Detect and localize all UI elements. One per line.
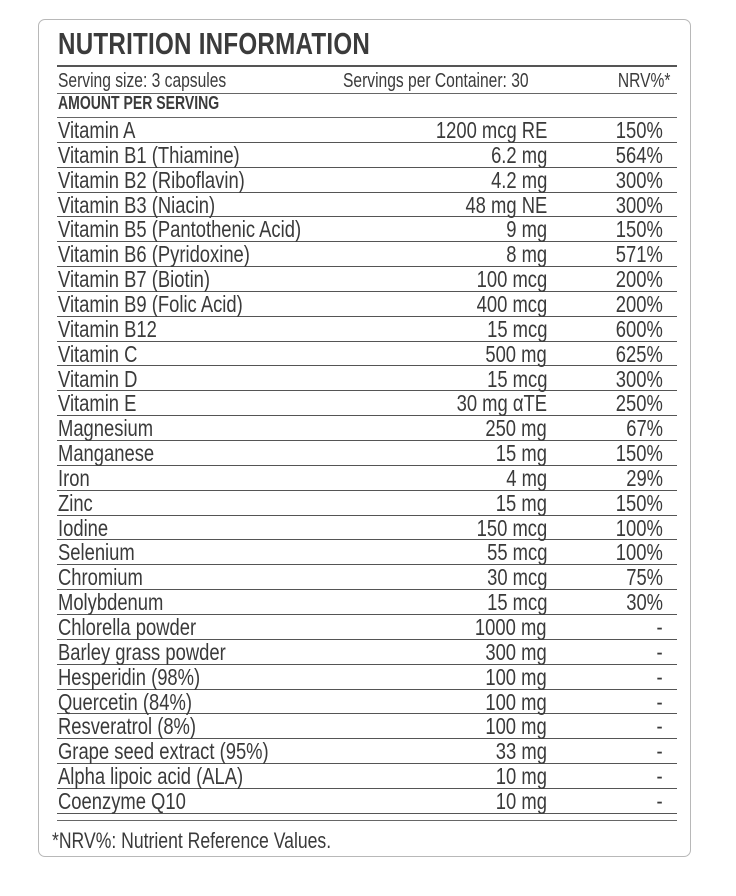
nutrient-nrv: 300% xyxy=(615,365,663,392)
nutrient-name: Zinc xyxy=(58,489,93,516)
nutrient-nrv: 300% xyxy=(615,166,663,193)
table-row xyxy=(57,690,677,715)
table-row xyxy=(57,416,677,441)
table-bottom-rule xyxy=(57,820,677,821)
nutrient-name: Selenium xyxy=(58,539,135,566)
nutrient-name: Quercetin (84%) xyxy=(58,688,192,715)
table-row xyxy=(57,640,677,665)
nutrient-nrv: 250% xyxy=(615,390,663,417)
nutrient-amount: 30 mg αTE xyxy=(456,390,547,417)
nutrient-name: Grape seed extract (95%) xyxy=(58,738,269,765)
table-row xyxy=(57,193,677,218)
nutrient-amount: 10 mg xyxy=(495,787,547,814)
nutrient-amount: 33 mg xyxy=(495,738,547,765)
nutrient-amount: 500 mg xyxy=(485,340,547,367)
table-row xyxy=(57,565,677,590)
nutrient-name: Vitamin B12 xyxy=(58,315,157,342)
table-row xyxy=(57,590,677,615)
table-row xyxy=(57,118,677,143)
table-row xyxy=(57,267,677,292)
table-row xyxy=(57,441,677,466)
footnote: *NRV%: Nutrient Reference Values. xyxy=(52,828,332,853)
nutrient-amount: 48 mg NE xyxy=(465,191,547,218)
nutrient-amount: 100 mg xyxy=(485,713,547,740)
table-row xyxy=(57,217,677,242)
nutrient-nrv: 600% xyxy=(615,315,663,342)
nutrient-name: Alpha lipoic acid (ALA) xyxy=(58,763,244,790)
nutrient-nrv: 30% xyxy=(626,589,663,616)
nutrient-amount: 1000 mg xyxy=(475,614,547,640)
nutrient-name: Hesperidin (98%) xyxy=(58,663,201,690)
table-row xyxy=(57,367,677,392)
nutrient-nrv: 75% xyxy=(626,564,663,591)
nutrient-amount: 15 mcg xyxy=(486,589,547,616)
nutrient-nrv: 571% xyxy=(615,241,663,268)
nutrient-nrv: 150% xyxy=(615,117,663,143)
nutrient-name: Vitamin B6 (Pyridoxine) xyxy=(58,241,250,268)
table-row xyxy=(57,714,677,739)
nutrient-nrv: - xyxy=(656,787,663,814)
nutrient-name: Barley grass powder xyxy=(58,638,226,665)
nutrient-name: Vitamin D xyxy=(58,365,138,392)
nutrient-name: Vitamin B7 (Biotin) xyxy=(58,266,211,293)
nutrient-amount: 10 mg xyxy=(495,763,547,790)
table-row xyxy=(57,764,677,789)
table-row xyxy=(57,739,677,764)
table-row xyxy=(57,665,677,690)
nutrient-amount: 9 mg xyxy=(506,216,547,243)
table-row xyxy=(57,143,677,168)
nutrient-nrv: 625% xyxy=(615,340,663,367)
nutrient-name: Iodine xyxy=(58,514,109,541)
nutrient-name: Vitamin A xyxy=(58,117,136,143)
nutrient-name: Molybdenum xyxy=(58,589,164,616)
table-row xyxy=(57,168,677,193)
nutrient-nrv: - xyxy=(656,663,663,690)
nutrient-nrv: - xyxy=(656,738,663,765)
nutrient-nrv: 564% xyxy=(615,141,663,168)
nutrient-name: Iron xyxy=(58,464,90,491)
table-row xyxy=(57,540,677,565)
nrv-header: NRV%* xyxy=(617,70,670,92)
table-row xyxy=(57,516,677,541)
servings-per-container: Servings per Container: 30 xyxy=(343,70,529,92)
nutrient-nrv: 300% xyxy=(615,191,663,218)
nutrient-amount: 55 mcg xyxy=(486,539,547,566)
nutrient-name: Resveratrol (8%) xyxy=(58,713,197,740)
nutrient-nrv: 200% xyxy=(615,290,663,317)
nutrient-amount: 100 mg xyxy=(485,688,547,715)
nutrient-name: Vitamin B5 (Pantothenic Acid) xyxy=(58,216,302,243)
nutrient-name: Vitamin B9 (Folic Acid) xyxy=(58,290,243,317)
nutrient-amount: 15 mg xyxy=(495,489,547,516)
nutrient-nrv: - xyxy=(656,638,663,665)
nutrient-name: Manganese xyxy=(58,440,155,467)
nutrient-amount: 8 mg xyxy=(506,241,547,268)
table-row xyxy=(57,292,677,317)
nutrient-amount: 4 mg xyxy=(506,464,547,491)
nutrient-nrv: 150% xyxy=(615,216,663,243)
nutrient-name: Coenzyme Q10 xyxy=(58,787,186,814)
nutrient-name: Vitamin B2 (Riboflavin) xyxy=(58,166,245,193)
nutrient-amount: 30 mcg xyxy=(486,564,547,591)
nutrient-name: Chromium xyxy=(58,564,143,591)
table-row xyxy=(57,491,677,516)
table-row xyxy=(57,342,677,367)
nutrient-amount: 15 mcg xyxy=(486,315,547,342)
serving-size: Serving size: 3 capsules xyxy=(58,70,227,92)
nutrient-amount: 400 mcg xyxy=(476,290,547,317)
nutrient-amount: 100 mg xyxy=(485,663,547,690)
nutrient-amount: 4.2 mg xyxy=(490,166,547,193)
nutrient-nrv: 200% xyxy=(615,266,663,293)
nutrient-nrv: 150% xyxy=(615,440,663,467)
table-row xyxy=(57,242,677,267)
nutrient-nrv: 67% xyxy=(626,415,663,442)
nutrient-amount: 250 mg xyxy=(485,415,547,442)
table-row xyxy=(57,789,677,814)
nutrient-name: Vitamin B3 (Niacin) xyxy=(58,191,216,218)
nutrient-name: Vitamin B1 (Thiamine) xyxy=(58,141,240,168)
nutrient-nrv: - xyxy=(656,763,663,790)
nutrient-amount: 150 mcg xyxy=(476,514,547,541)
nutrient-nrv: - xyxy=(656,688,663,715)
table-row xyxy=(57,391,677,416)
table-row xyxy=(57,615,677,640)
nutrient-amount: 15 mg xyxy=(495,440,547,467)
nutrient-amount: 6.2 mg xyxy=(490,141,547,168)
nutrient-amount: 1200 mcg RE xyxy=(435,117,547,143)
nutrient-nrv: 100% xyxy=(615,514,663,541)
amount-per-serving-header: AMOUNT PER SERVING xyxy=(58,93,220,113)
panel-title: NUTRITION INFORMATION xyxy=(58,26,371,61)
nutrient-nrv: - xyxy=(656,713,663,740)
nutrient-name: Chlorella powder xyxy=(58,614,197,640)
nutrient-nrv: - xyxy=(656,614,663,640)
nutrient-nrv: 100% xyxy=(615,539,663,566)
nutrient-amount: 300 mg xyxy=(485,638,547,665)
nutrient-amount: 15 mcg xyxy=(486,365,547,392)
nutrient-nrv: 29% xyxy=(626,464,663,491)
nutrient-name: Magnesium xyxy=(58,415,154,442)
table-row xyxy=(57,317,677,342)
table-row xyxy=(57,466,677,491)
nutrient-amount: 100 mcg xyxy=(476,266,547,293)
nutrient-nrv: 150% xyxy=(615,489,663,516)
nutrient-name: Vitamin C xyxy=(58,340,138,367)
nutrient-name: Vitamin E xyxy=(58,390,137,417)
